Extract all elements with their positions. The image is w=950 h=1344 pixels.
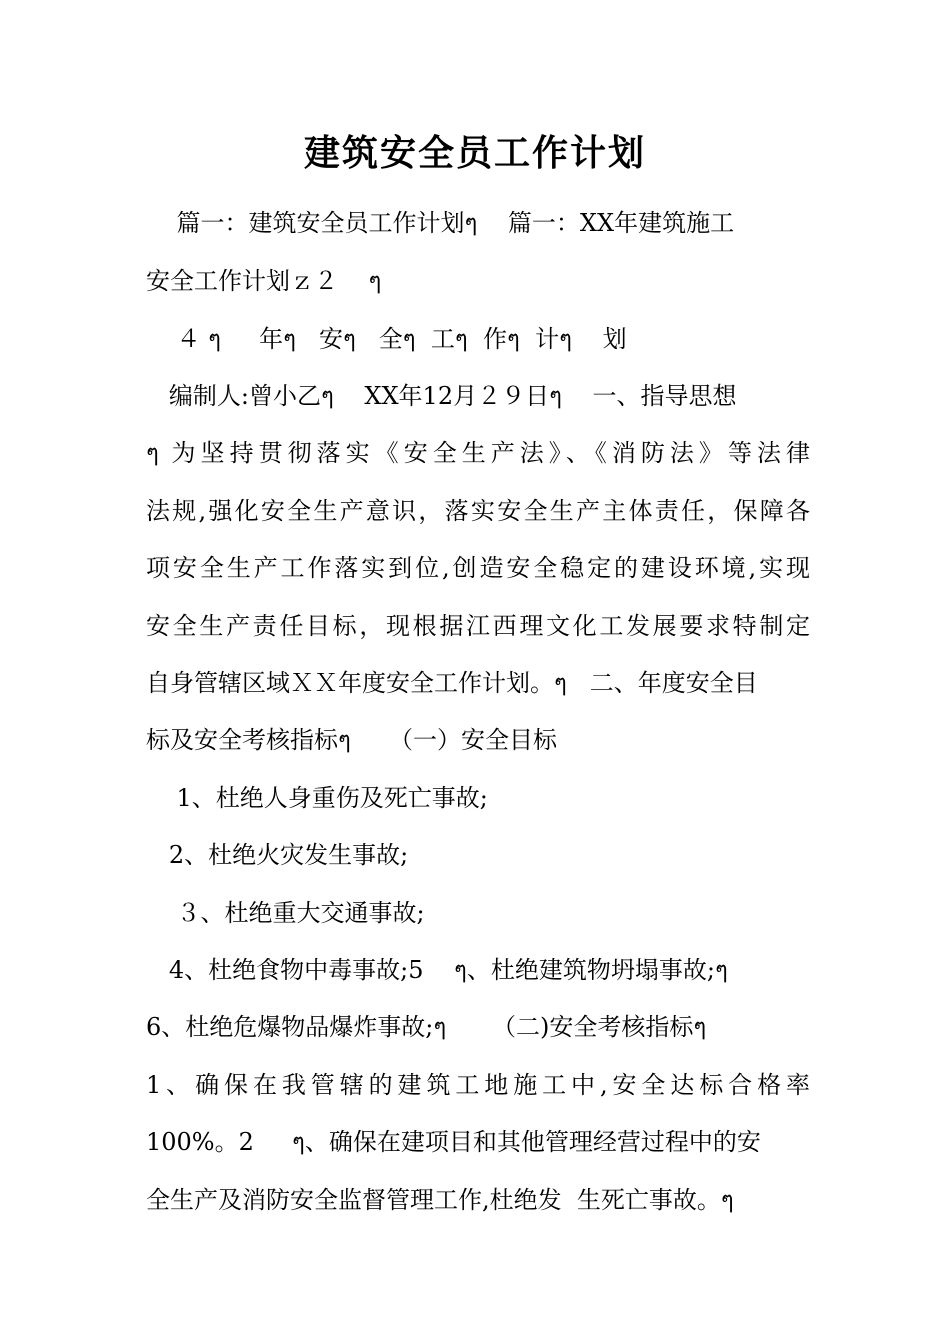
body-line: 2、杜绝火灾发生事故; (146, 841, 409, 869)
body-line: ４ ๆ 年ๆ 安ๆ 全ๆ 工ๆ 作ๆ 计ๆ 划 (146, 325, 627, 353)
body-line: 法规,强化安全生产意识，落实安全生产主体责任，保障各 (146, 497, 810, 525)
body-line: 100%。2 ๆ、确保在建项目和其他管理经营过程中的安 (146, 1128, 761, 1156)
body-line: 1、杜绝人身重伤及死亡事故; (146, 784, 488, 812)
body-line: 4、杜绝食物中毒事故;5 ๆ、杜绝建筑物坍塌事故;ๆ (146, 956, 728, 984)
body-line: 篇一：建筑安全员工作计划ๆ 篇一：XX年建筑施工 (146, 209, 735, 237)
body-line: 1、确保在我管辖的建筑工地施工中,安全达标合格率 (146, 1071, 810, 1099)
body-line: 安全工作计划ｚ２ ๆ (146, 267, 382, 295)
body-line: 自身管辖区域ＸＸ年度安全工作计划。ๆ 二、年度安全目 (146, 669, 758, 697)
body-line: 编制人:曾小乙ๆ XX年12月２９日ๆ 一、指导思想 (146, 382, 737, 410)
page-title: 建筑安全员工作计划 (303, 132, 646, 174)
body-line: 安全生产责任目标，现根据江西理文化工发展要求特制定 (146, 612, 810, 640)
body-line: 标及安全考核指标ๆ （一）安全目标 (146, 726, 558, 754)
body-line: 全生产及消防安全监督管理工作,杜绝发 生死亡事故。ๆ (146, 1186, 734, 1214)
body-line: ３、杜绝重大交通事故; (146, 899, 425, 927)
body-line: 6、杜绝危爆物品爆炸事故;ๆ （二)安全考核指标ๆ (146, 1013, 707, 1041)
body-line: 项安全生产工作落实到位,创造安全稳定的建设环境,实现 (146, 554, 810, 582)
body-line: ๆ 为坚持贯彻落实《安全生产法》、《消防法》等法律 (146, 439, 810, 467)
